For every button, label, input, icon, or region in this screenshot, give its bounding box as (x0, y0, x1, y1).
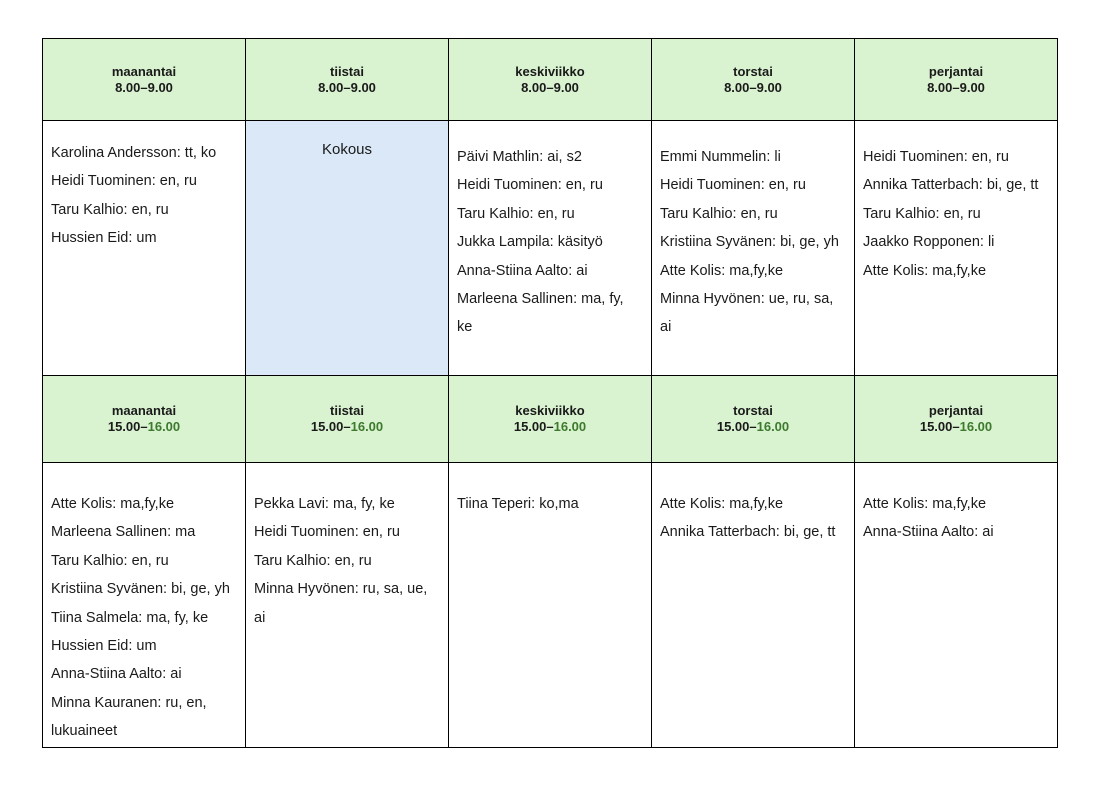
day-cell (652, 463, 855, 748)
person-entry: Taru Kalhio: en, ru (51, 201, 169, 218)
header-cell (246, 376, 449, 463)
day-name: tiistai (330, 63, 364, 79)
person-entry: Taru Kalhio: en, ru (51, 552, 169, 569)
person-entry: Anna-Stiina Aalto: ai (51, 666, 182, 683)
header-cell (855, 39, 1058, 121)
day-name: keskiviikko (515, 63, 585, 79)
day-name: maanantai (111, 63, 177, 79)
person-entry: Hussien Eid: um (51, 230, 157, 247)
person-entry: Emmi Nummelin: li (660, 149, 781, 165)
day-cell (652, 121, 855, 376)
time-slot: 8.00–9.00 (115, 79, 173, 95)
person-entry: Jaakko Ropponen: li (863, 234, 995, 251)
day-cell (855, 121, 1058, 376)
person-entry: ai (660, 319, 672, 336)
person-entry: Annika Tatterbach: bi, ge, tt (660, 524, 836, 541)
person-entry: Taru Kalhio: en, ru (863, 205, 981, 222)
header-cell (449, 39, 652, 121)
header-row-morning (43, 39, 1058, 121)
person-entry: Marleena Sallinen: ma, fy, (457, 291, 624, 308)
time-slot: 8.00–9.00 (521, 79, 579, 95)
person-entry: Taru Kalhio: en, ru (254, 552, 372, 569)
day-name: keskiviikko (515, 403, 585, 418)
person-entry: Atte Kolis: ma,fy,ke (660, 262, 784, 279)
time-slot: 15.00–16.00 (716, 419, 790, 434)
person-entry: lukuaineet (51, 723, 118, 740)
day-cell (43, 463, 246, 748)
person-entry: Jukka Lampila: käsityö (457, 234, 603, 251)
header-row-afternoon (43, 376, 1058, 463)
person-entry: Minna Kauranen: ru, en, (51, 694, 207, 711)
person-entry: Anna-Stiina Aalto: ai (863, 524, 994, 541)
person-entry: Karolina Andersson: tt, ko (51, 145, 217, 161)
time-slot: 8.00–9.00 (724, 79, 782, 95)
person-entry: Pekka Lavi: ma, fy, ke (254, 496, 395, 512)
day-name: maanantai (111, 403, 177, 418)
day-cell (246, 463, 449, 748)
person-entry: Taru Kalhio: en, ru (457, 205, 575, 222)
person-entry: Heidi Tuominen: en, ru (254, 524, 400, 541)
person-entry: Atte Kolis: ma,fy,ke (51, 496, 175, 512)
body-row-afternoon (43, 463, 1058, 748)
day-name: perjantai (928, 63, 984, 79)
people-list (652, 463, 854, 547)
person-entry: Kristiina Syvänen: bi, ge, yh (51, 581, 230, 598)
people-list (855, 121, 1057, 285)
schedule-table (42, 38, 1058, 748)
person-entry: Tiina Salmela: ma, fy, ke (51, 609, 209, 626)
time-slot: 8.00–9.00 (318, 79, 376, 95)
header-cell (43, 376, 246, 463)
person-entry: Taru Kalhio: en, ru (660, 205, 778, 222)
person-entry: Heidi Tuominen: en, ru (457, 177, 603, 194)
person-entry: Päivi Mathlin: ai, s2 (457, 149, 582, 165)
people-list (449, 463, 651, 518)
header-cell (652, 376, 855, 463)
person-entry: ai (254, 609, 266, 626)
day-name: torstai (733, 63, 773, 79)
person-entry: Heidi Tuominen: en, ru (863, 149, 1009, 165)
day-cell (449, 463, 652, 748)
day-name: perjantai (928, 403, 984, 418)
person-entry: Heidi Tuominen: en, ru (660, 177, 806, 194)
meeting-label: Kokous (321, 141, 373, 158)
time-slot: 15.00–16.00 (919, 419, 993, 434)
time-slot: 15.00–16.00 (513, 419, 587, 434)
person-entry: Atte Kolis: ma,fy,ke (863, 262, 987, 279)
person-entry: ke (457, 319, 473, 336)
people-list (246, 463, 448, 632)
people-list (652, 121, 854, 342)
body-row-morning (43, 121, 1058, 376)
people-list (43, 121, 245, 253)
day-cell (43, 121, 246, 376)
person-entry: Hussien Eid: um (51, 638, 157, 655)
day-name: torstai (733, 403, 773, 418)
time-slot: 15.00–16.00 (107, 419, 181, 434)
person-entry: Marleena Sallinen: ma (51, 524, 196, 541)
person-entry: Kristiina Syvänen: bi, ge, yh (660, 234, 839, 251)
person-entry: Anna-Stiina Aalto: ai (457, 262, 588, 279)
header-cell (652, 39, 855, 121)
header-cell (449, 376, 652, 463)
person-entry: Minna Hyvönen: ue, ru, sa, (660, 291, 834, 308)
people-list (855, 463, 1057, 547)
day-cell (855, 463, 1058, 748)
person-entry: Annika Tatterbach: bi, ge, tt (863, 177, 1039, 194)
time-slot: 8.00–9.00 (927, 79, 985, 95)
people-list (449, 121, 651, 342)
header-cell (43, 39, 246, 121)
person-entry: Tiina Teperi: ko,ma (457, 496, 579, 512)
person-entry: Atte Kolis: ma,fy,ke (660, 496, 784, 512)
day-name: tiistai (330, 403, 364, 418)
header-cell (246, 39, 449, 121)
person-entry: Heidi Tuominen: en, ru (51, 173, 197, 190)
header-cell (855, 376, 1058, 463)
people-list (43, 463, 245, 746)
meeting-cell (246, 121, 449, 376)
day-cell (449, 121, 652, 376)
person-entry: Minna Hyvönen: ru, sa, ue, (254, 581, 428, 598)
time-slot: 15.00–16.00 (310, 419, 384, 434)
person-entry: Atte Kolis: ma,fy,ke (863, 496, 987, 512)
